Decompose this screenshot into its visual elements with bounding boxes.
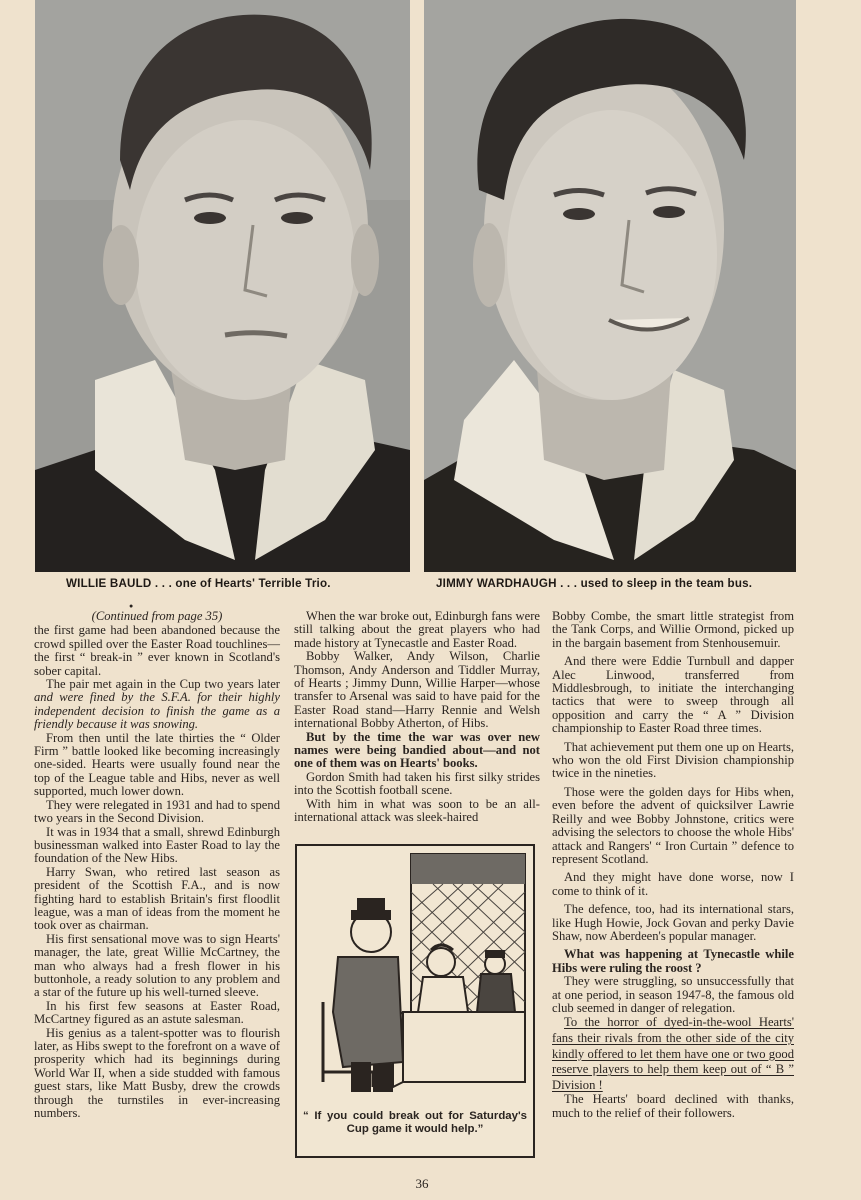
photo-jimmy-wardhaugh <box>424 0 796 572</box>
paragraph: That achievement put them one up on Hearts, who won the old First Division championship twice in the nineties. <box>552 739 794 781</box>
paragraph: In his first few seasons at Easter Road, McCartney figured as an astute salesman. <box>34 998 280 1027</box>
paragraph: It was in 1934 that a small, shrewd Edinburgh businessman walked into Easter Road to lay the foundation of the New Hibs. <box>34 824 280 866</box>
paragraph: Gordon Smith had taken his first silky strides into the Scottish football scene. <box>294 769 540 798</box>
paragraph <box>34 678 280 732</box>
paragraph: And there were Eddie Turnbull and dapper Alec Linwood, transferred from Middlesbrough, to initiate the interchanging tactics that were to sweep through all opposition and carry the “ A ” Division championship to Easter Road three times. <box>552 654 794 736</box>
paragraph: His first sensational move was to sign Hearts' manager, the late, great Willie McCartney, the man who always had a fresh flower in his buttonhole, a ready solution to any problem and a star of the future up his well-turned sleeve. <box>34 931 280 1000</box>
paragraph: The defence, too, had its international stars, like Hugh Howie, Jock Govan and perky Davie Shaw, now Aberdeen's popular manager. <box>552 902 794 943</box>
paragraph: Harry Swan, who retired last season as president of the Scottish F.A., and is now fighting hard to establish Britain's first floodlit league, was a man of ideas from the moment he took over as chairman. <box>34 864 280 933</box>
paragraph-underlined: To the horror of dyed-in-the-wool Hearts' fans their rivals from the other side of the city kindly offered to let them have one or two good reserve players to help them keep out of “ B ” Division ! <box>552 1015 794 1092</box>
decorative-dot: ● <box>129 602 134 610</box>
photo-caption-right: JIMMY WARDHAUGH . . . used to sleep in the team bus. <box>436 577 753 590</box>
photo-caption-left: WILLIE BAULD . . . one of Hearts' Terrible Trio. <box>66 577 331 590</box>
paragraph: They were relegated in 1931 and had to spend two years in the Second Division. <box>34 797 280 826</box>
paragraph: His genius as a talent-spotter was to flourish later, as Hibs swept to the forefront on a wave of prosperity which had its beginnings during World War II, when a side studded with famous guest stars, like Matt Busby, drew the crowds through the turnstiles in ever-increasing numbers. <box>34 1025 280 1121</box>
article-column-2 <box>294 610 540 825</box>
paragraph-italic-text: and were fined by the S.F.A. for their highly independent decision to finish the game as a friendly because it was snowing. <box>34 690 280 732</box>
article-column-1 <box>34 610 280 1120</box>
paragraph: Those were the golden days for Hibs when, even before the advent of quicksilver Lawrie Reilly and wee Bobby Johnstone, critics were advising the selectors to choose the whole Hibs' attack and Rangers' “ Iron Curtain ” defence to represent Scotland. <box>552 784 794 866</box>
photo-willie-bauld <box>35 0 410 572</box>
paragraph: The Hearts' board declined with thanks, much to the relief of their followers. <box>552 1092 794 1120</box>
paragraph: When the war broke out, Edinburgh fans were still talking about the great players who had made history at Tynecastle and Easter Road. <box>294 609 540 650</box>
portrait-illustration <box>35 0 410 572</box>
paragraph-text: The pair met again in the Cup two years later <box>46 677 280 692</box>
paragraph: Bobby Combe, the smart little strategist from the Tank Corps, and Willie Ormond, picked up in the bargain basement from Stenhousemuir. <box>552 609 794 650</box>
page-number: 36 <box>415 1176 429 1191</box>
paragraph: With him in what was soon to be an all-international attack was sleek-haired <box>294 796 540 825</box>
portrait-illustration <box>424 0 796 572</box>
paragraph: They were struggling, so unsuccessfully that at one period, in season 1947-8, the famous old club seemed in danger of relegation. <box>552 974 794 1015</box>
paragraph: From then until the late thirties the “ Older Firm ” battle looked like becoming increasingly one-sided. Hearts were usually found near the top of the League table and Hibs, never as well supported, much lower down. <box>34 730 280 799</box>
paragraph: And they might have done worse, now I come to think of it. <box>552 870 794 898</box>
paragraph-bold: But by the time the war was over new names were being bandied about—and not one of them was on Hearts' books. <box>294 729 540 771</box>
continued-note: (Continued from page 35) <box>91 609 223 623</box>
paragraph: the first game had been abandoned because the crowd spilled over the Easter Road touchlines—the first “ break-in ” ever known in Scotland's sober capital. <box>34 623 280 678</box>
article-column-3 <box>552 610 794 1120</box>
paragraph: Bobby Walker, Andy Wilson, Charlie Thomson, Andy Anderson and Tiddler Murray, of Hearts ; Jimmy Dunn, Willie Harper—whose transfer to Arsenal was said to have paid for the Easter Road stand—Harry Rennie and Welsh international Bobby Atherton, of Hibs. <box>294 649 540 731</box>
paragraph-bold: What was happening at Tynecastle while Hibs were ruling the roost ? <box>552 947 794 975</box>
cartoon-caption: “ If you could break out for Saturday's Cup game it would help.” <box>303 1110 527 1135</box>
cartoon-illustration <box>303 852 527 1102</box>
cartoon-panel <box>295 844 535 1158</box>
